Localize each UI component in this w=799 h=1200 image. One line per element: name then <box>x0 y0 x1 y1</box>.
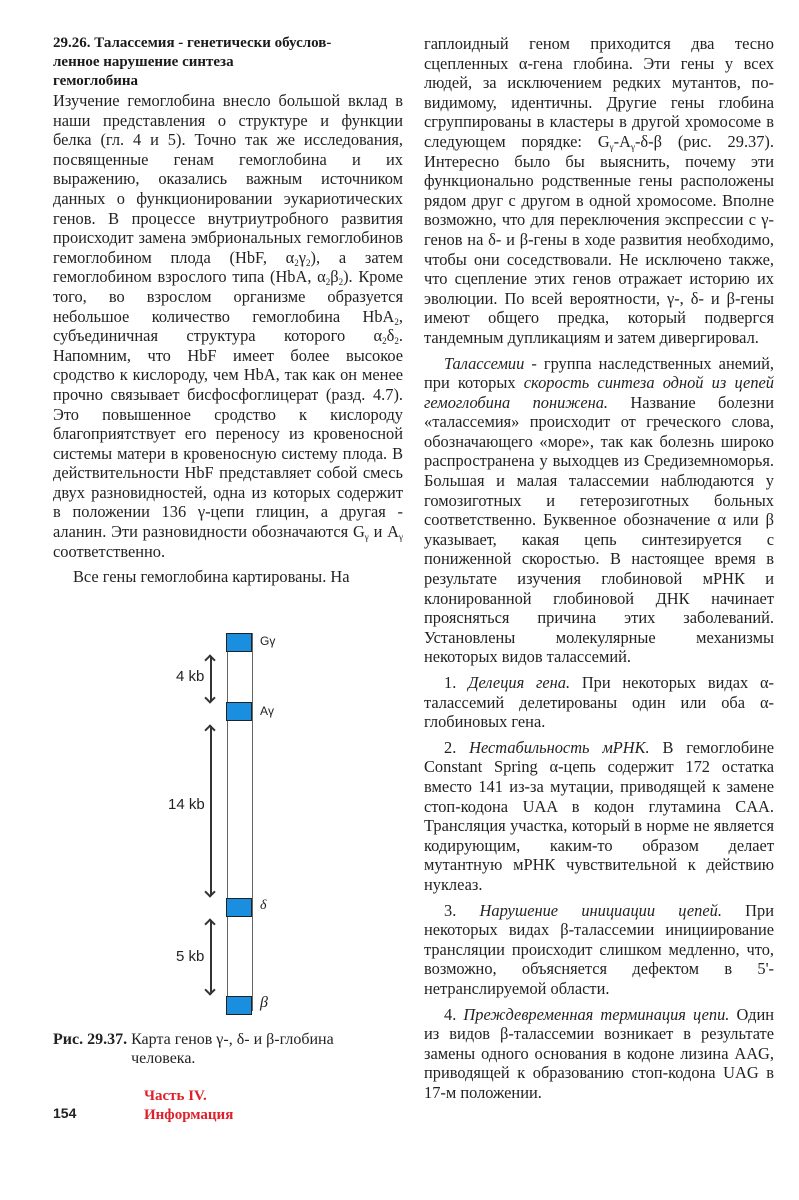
gene-label-g-gamma: Gγ <box>260 634 276 648</box>
gene-block-delta <box>226 898 252 917</box>
gene-block-a-gamma <box>226 702 252 721</box>
section-title-line3: гемоглобина <box>53 73 139 89</box>
right-column <box>424 34 774 1102</box>
distance-arrow-4kb <box>210 656 212 702</box>
distance-label-14kb: 14 kb <box>168 796 205 813</box>
paragraph-genes-mapped: Все гены гемоглобина картированы. На <box>73 567 350 587</box>
left-column <box>53 34 403 587</box>
gene-block-beta <box>226 996 252 1015</box>
list-item-premature-termination: 4. Преждевременная терминация цепи. Один из видов β-талассемии возникает в результате замены одного основания в кодоне лизина AAG, приводящей к образованию стоп-кодона UAG в 17-м положении. <box>424 1004 774 1102</box>
section-title-line2: ленное нарушение синтеза <box>53 54 234 70</box>
paragraph-globin-clusters: гаплоидный геном приходится два тесно сцепленных α-гена глобина. Эти гены у всех людей, за исключением редких мутантов, по-видимому, идентичны. Другие гены глобина сгруппированы в кластеры в другой хромосоме в следующем порядке: $G_\gamma-A_\gamma-\delta-\beta$ (рис. 29.37). Интересно было бы выяснить, почему эти функционально родственные гены расположены рядом друг с другом в одной хромосоме. Вполне возможно, что для переключения экспрессии с γ-генов на δ- и β-гены в ходе развития необходимо, чтобы они соседствовали. Не исключено также, что сцепление этих генов отражает историю их эволюции. По всей вероятности, γ-, δ- и β-гены имеют общего предка, который подвергся тандемным дупликациям и затем дивергировал. <box>424 34 774 347</box>
gene-label-delta: δ <box>260 898 267 913</box>
section-number: 29.26. <box>53 35 91 51</box>
figure-caption <box>53 1030 403 1068</box>
distance-label-4kb: 4 kb <box>176 668 205 685</box>
paragraph-hemoglobin-intro: Изучение гемоглобина внесло большой вклад в наши представления о структуре и функции белка (гл. 4 и 5). Точно так же исследования, посвященные генам гемоглобина и их выражению, оказались важным источником данных о функционировании эукариотических генов. В процессе внутриутробного развития происходит замена эмбриональных гемоглобинов гемоглобином плода (HbF, $\alpha_2\gamma_2$), а затем гемоглобином взрослого типа (HbA, $\alpha_2\beta_2$). Кроме того, во взрослом организме образуется небольшое количество гемоглобина HbA$_2$, субъединичная структура которого $\alpha_2\delta_2$. Напомним, что HbF имеет более высокое сродство к кислороду, чем HbA, так как он менее прочно связывает бисфосфоглицерат (разд. 4.7). Это повышенное сродство к кислороду благоприятствует его переносу из кровеносной системы матери в кровеносную систему плода. В действительности HbF представляет собой смесь двух разновидностей, одна из которых содержит в положении 136 γ-цепи глицин, а другая - аланин. Эти разновидности обозначаются $G_\gamma$ и $A_\gamma$ соответственно. <box>53 91 403 561</box>
footer-part-line2: Информация <box>144 1107 234 1123</box>
page-number: 154 <box>53 1105 77 1121</box>
gene-map-figure <box>160 630 300 1015</box>
paragraph-thalassemias: Талассемии - группа наследственных анемий, при которых скорость синтеза одной из цепей гемоглобина понижена. Название болезни «талассемия» происходит от греческого слова, обозначающего «море», так как болезнь широко распространена у выходцев из Средиземноморья. Большая и малая талассемии наблюдаются у гомозиготных и гетерозиготных больных соответственно. Буквенное обозначение α или β указывает, какая цепь синтезируется с пониженной скоростью. В настоящее время в результате изучения глобиновой мРНК и клонированной глобиновой ДНК начинает проясняться причина этих заболеваний. Установлены молекулярные механизмы некоторых видов талассемий. <box>424 353 775 667</box>
list-item-mrna-instability: 2. Нестабильность мРНК. В гемоглобине Constant Spring α-цепь содержит 172 остатка вместо 141 из-за мутации, приводящей к замене стоп-кодона UAA в кодон глутамина CAA. Трансляция участка, который в норме не является кодирующим, каким-то образом делает мутантную мРНК чувствительной к действию нуклеаз. <box>424 737 775 894</box>
chromosome-strand <box>227 633 253 1011</box>
figure-caption-label: Рис. 29.37. <box>53 1031 128 1048</box>
distance-arrow-5kb <box>210 920 212 994</box>
footer-part-title <box>144 1087 233 1125</box>
gene-block-g-gamma <box>226 633 252 652</box>
list-item-initiation-defect: 3. Нарушение инициации цепей. При некоторых видах β-талассемии инициирование трансляции происходит слишком медленно, что, возможно, объясняется дефектом в 5'-нетранслируемой области. <box>424 900 774 998</box>
footer-part-line1: Часть IV. <box>144 1088 207 1104</box>
distance-label-5kb: 5 kb <box>176 948 205 965</box>
section-title-line1: Талассемия - генетически обуслов- <box>94 35 332 51</box>
section-heading <box>53 34 403 91</box>
gene-label-a-gamma: Aγ <box>260 704 275 718</box>
distance-arrow-14kb <box>210 726 212 896</box>
gene-label-beta: β <box>260 994 268 1011</box>
figure-caption-text: Карта генов γ-, δ- и β-глобина человека. <box>131 1031 334 1067</box>
list-item-gene-deletion: 1. Делеция гена. При некоторых видах α-талассемий делетированы один или оба α-глобиновых гена. <box>424 673 774 732</box>
